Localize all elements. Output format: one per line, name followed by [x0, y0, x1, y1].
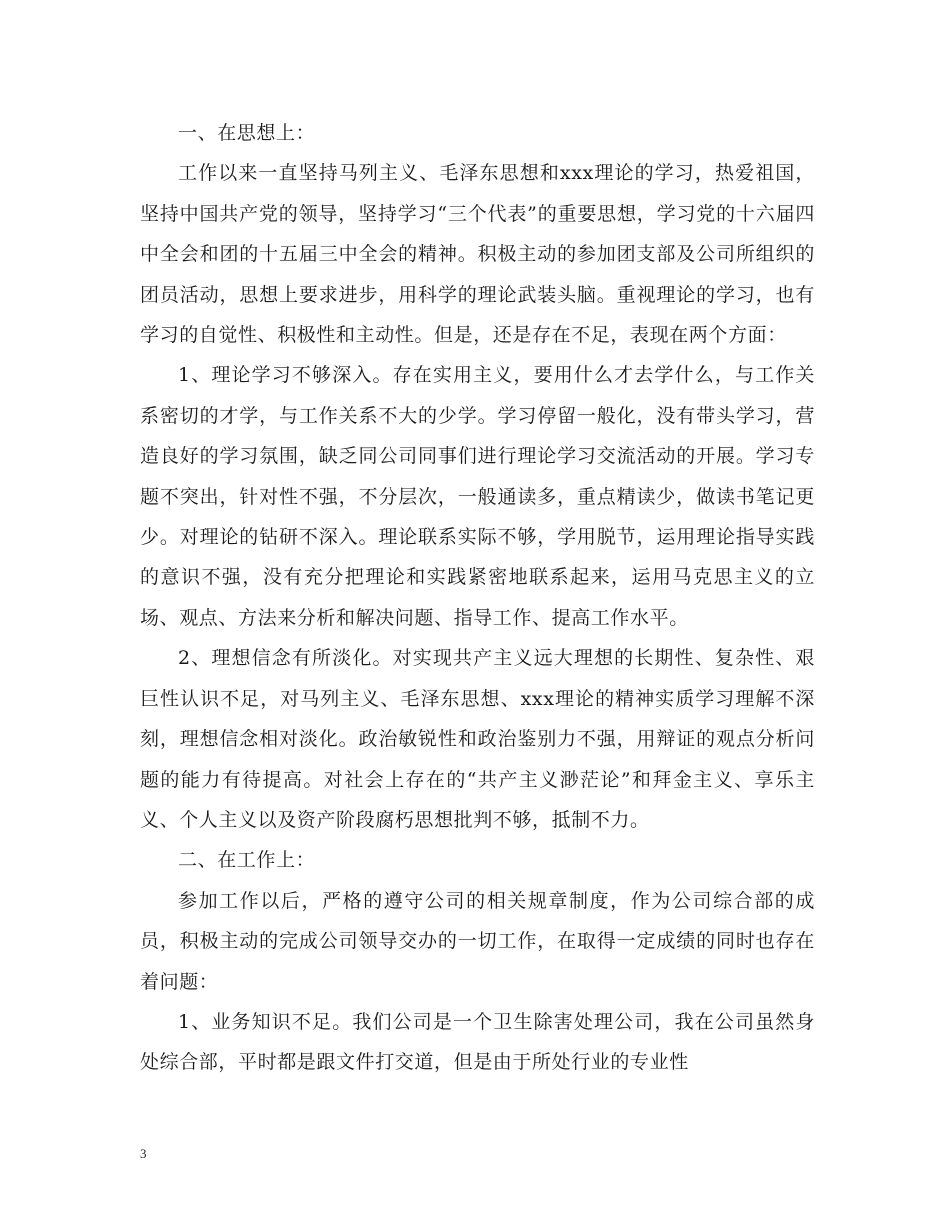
paragraph-ideology-intro: 工作以来一直坚持马列主义、毛泽东思想和xxx理论的学习，热爱祖国，坚持中国共产党的领导，坚持学习“三个代表”的重要思想，学习党的十六届四中全会和团的十五届三中全会的精神。积极主动的参加团支部及公司所组织的团员活动，思想上要求进步，用科学的理论武装头脑。重视理论的学习，也有学习的自觉性、积极性和主动性。但是，还是存在不足，表现在两个方面： — [140, 162, 815, 347]
paragraph-theory-study: 1、理论学习不够深入。存在实用主义，要用什么才去学什么，与工作关系密切的才学，与工作关系不大的少学。学习停留一般化，没有带头学习，营造良好的学习氛围，缺乏同公司同事们进行理论学习交流活动的开展。学习专题不突出，针对性不强，不分层次，一般通读多，重点精读少，做读书笔记更少。对理论的钻研不深入。理论联系实际不够，学用脱节，运用理论指导实践的意识不强，没有充分把理论和实践紧密地联系起来，运用马克思主义的立场、观点、方法来分析和解决问题、指导工作、提高工作水平。 — [140, 364, 815, 629]
heading-ideology: 一、在思想上： — [178, 122, 316, 144]
paragraph-work-intro: 参加工作以后，严格的遵守公司的相关规章制度，作为公司综合部的成员，积极主动的完成公司领导交办的一切工作，在取得一定成绩的同时也存在着问题： — [140, 889, 815, 993]
document-body — [140, 113, 815, 1083]
heading-work: 二、在工作上： — [178, 849, 316, 872]
page-number: 3 — [140, 1146, 147, 1161]
paragraph-ideals-belief: 2、理想信念有所淡化。对实现共产主义远大理想的长期性、复杂性、艰巨性认识不足，对马列主义、毛泽东思想、xxx理论的精神实质学习理解不深刻，理想信念相对淡化。政治敏锐性和政治鉴别力不强，用辩证的观点分析问题的能力有待提高。对社会上存在的“共产主义渺茫论”和拜金主义、享乐主义、个人主义以及资产阶段腐朽思想批判不够，抵制不力。 — [140, 647, 815, 831]
paragraph-business-knowledge: 1、业务知识不足。我们公司是一个卫生除害处理公司，我在公司虽然身处综合部，平时都是跟文件打交道，但是由于所处行业的专业性 — [140, 1010, 815, 1074]
